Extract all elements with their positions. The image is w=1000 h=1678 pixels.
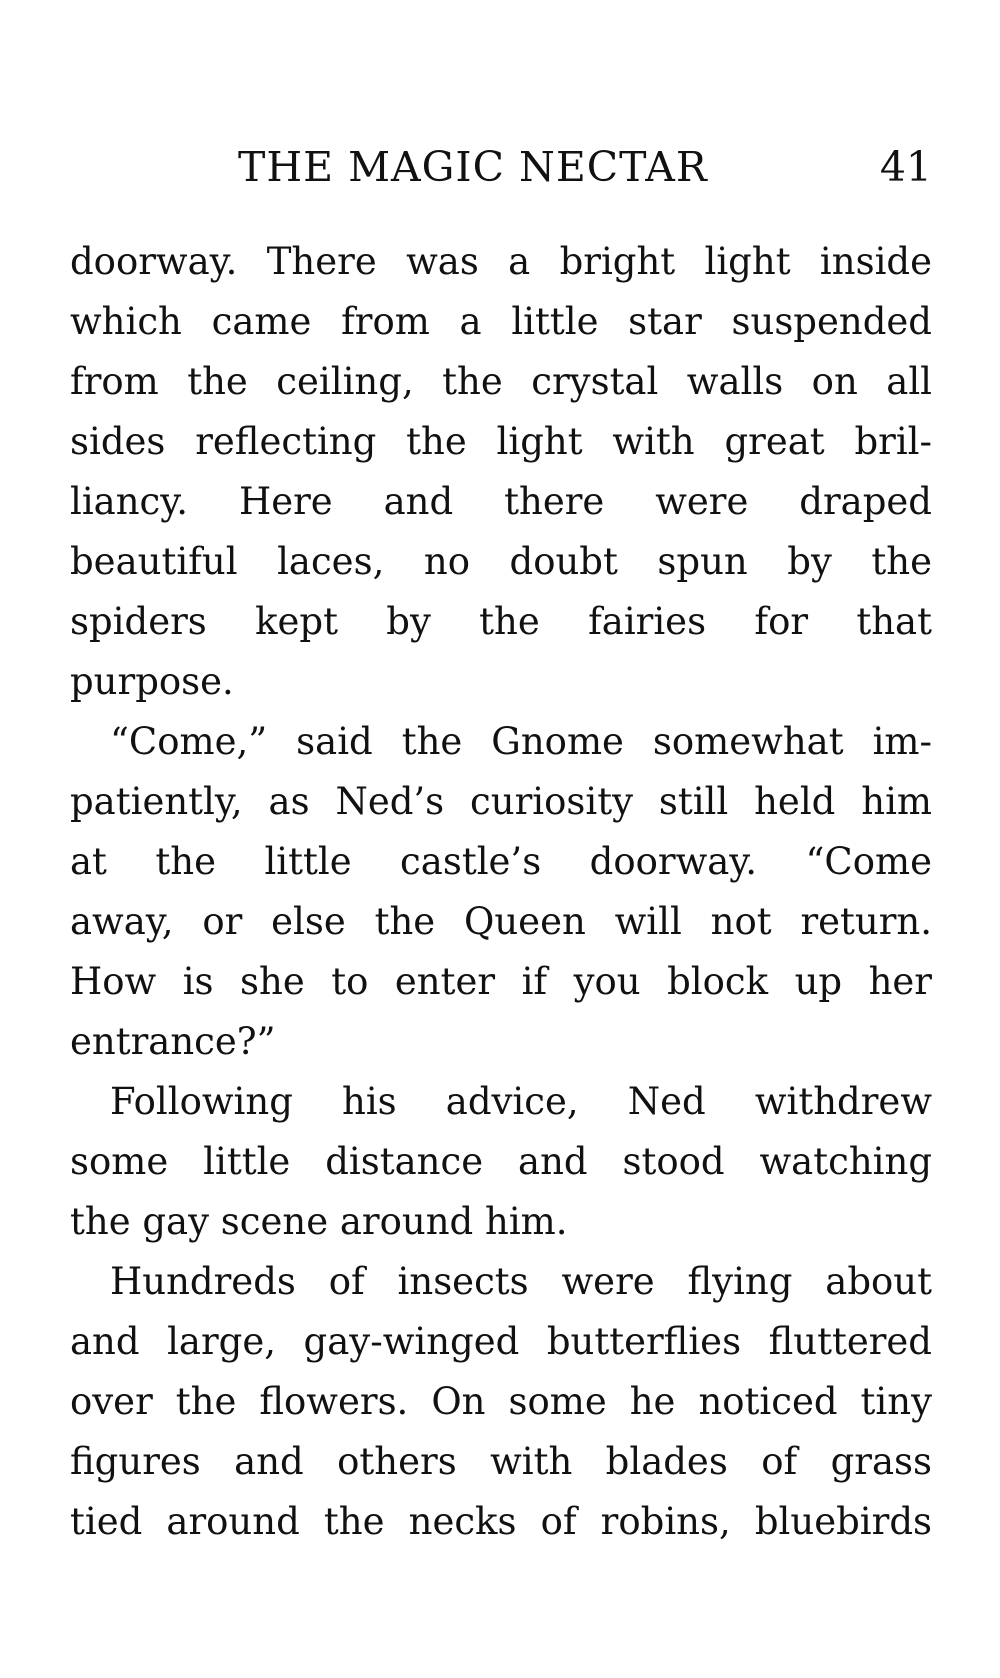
text-line: sides reflecting the light with great bril- [70, 420, 932, 463]
text-line: Hundreds of insects were flying about [110, 1260, 932, 1303]
paragraph-4 [70, 1252, 932, 1552]
text-line: from the ceiling, the crystal walls on all [70, 360, 932, 403]
text-line: doorway. There was a bright light inside [70, 240, 932, 283]
page-number: 41 [879, 143, 932, 191]
text-line: spiders kept by the fairies for that [70, 600, 932, 643]
text-line: “Come,” said the Gnome somewhat im- [110, 720, 932, 763]
running-head [70, 142, 932, 192]
text-line: some little distance and stood watching [70, 1140, 932, 1183]
text-line: the gay scene around him. [70, 1200, 568, 1243]
text-line: How is she to enter if you block up her [70, 960, 932, 1003]
text-line: and large, gay-winged butterflies fluttered [70, 1320, 932, 1363]
text-line: patiently, as Ned’s curiosity still held him [70, 780, 932, 823]
text-line: purpose. [70, 660, 234, 703]
text-line: Following his advice, Ned withdrew [110, 1080, 932, 1123]
text-line: beautiful laces, no doubt spun by the [70, 540, 932, 583]
text-line: at the little castle’s doorway. “Come [70, 840, 932, 883]
paragraph-1 [70, 232, 932, 712]
text-line: figures and others with blades of grass [70, 1440, 932, 1483]
text-line: entrance?” [70, 1020, 276, 1063]
text-line: over the flowers. On some he noticed tiny [70, 1380, 932, 1423]
paragraph-3 [70, 1072, 932, 1252]
text-line: liancy. Here and there were draped [70, 480, 932, 523]
paragraph-2 [70, 712, 932, 1072]
text-line: which came from a little star suspended [70, 300, 932, 343]
body-text [70, 232, 932, 1552]
text-line: away, or else the Queen will not return. [70, 900, 932, 943]
text-line: tied around the necks of robins, bluebirds [70, 1500, 932, 1543]
chapter-title: THE MAGIC NECTAR [238, 143, 708, 191]
